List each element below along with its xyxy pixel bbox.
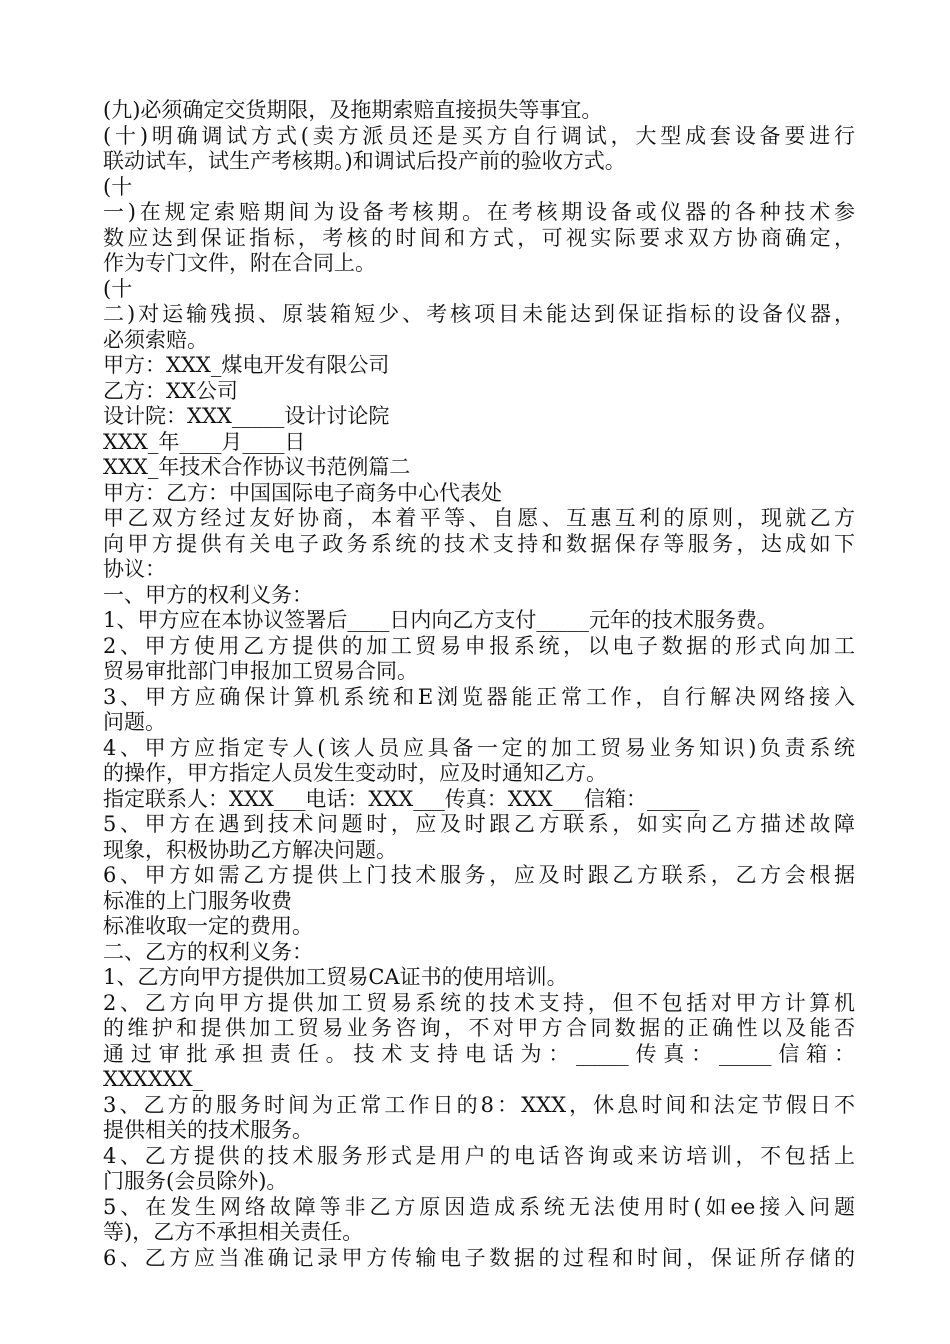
text-line: 通过审批承担责任。技术支持电话为：_____传真：_____信箱： — [103, 1041, 855, 1066]
text-line: 1、甲方应在本协议签署后____日内向乙方支付_____元年的技术服务费。 — [103, 608, 778, 632]
text-line: 作为专门文件，附在合同上。 — [103, 251, 376, 275]
text-line: (十 — [103, 276, 133, 301]
text-line: 5、甲方在遇到技术问题时，应及时跟乙方联系，如实向乙方描述故障 — [103, 812, 855, 836]
clause-heading: 二、乙方的权利义务： — [103, 939, 313, 964]
text-line: 2、乙方向甲方提供加工贸易系统的技术支持，但不包括对甲方计算机 — [103, 990, 855, 1015]
text-line: 3、甲方应确保计算机系统和E浏览器能正常工作，自行解决网络接入 — [103, 684, 855, 709]
party-b-line: 乙方：XX公司 — [103, 378, 238, 403]
document-page — [103, 98, 855, 1271]
text-line: 4、乙方提供的技术服务形式是用户的电话咨询或来访培训，不包括上 — [103, 1143, 855, 1168]
text-line: 3、乙方的服务时间为正常工作日的8：XXX，休息时间和法定节假日不 — [103, 1092, 855, 1117]
text-line: (十)明确调试方式(卖方派员还是买方自行调试，大型成套设备要进行 — [103, 123, 855, 148]
text-line: 现象，积极协助乙方解决问题。 — [103, 837, 397, 862]
text-line: 问题。 — [103, 710, 166, 734]
parties-line: 甲方：乙方：中国国际电子商务中心代表处 — [103, 480, 502, 505]
text-line: 2、甲方使用乙方提供的加工贸易申报系统，以电子数据的形式向加工 — [103, 633, 855, 658]
text-line: 联动试车，试生产考核期。)和调试后投产前的验收方式。 — [103, 149, 626, 173]
text-line: 6、甲方如需乙方提供上门技术服务，应及时跟乙方联系，乙方会根据 — [103, 863, 855, 887]
text-line: 提供相关的技术服务。 — [103, 1118, 313, 1142]
clause-heading: 一、甲方的权利义务： — [103, 582, 313, 607]
text-line: 标准的上门服务收费 — [103, 888, 292, 913]
text-line: (十 — [103, 174, 133, 199]
text-line: 4、甲方应指定专人(该人员应具备一定的加工贸易业务知识)负责系统 — [103, 735, 855, 760]
section-title: XXX_年技术合作协议书范例篇二 — [103, 455, 411, 479]
text-line: 的维护和提供加工贸易业务咨询，不对甲方合同数据的正确性以及能否 — [103, 1016, 855, 1040]
text-line: 向甲方提供有关电子政务系统的技术支持和数据保存等服务，达成如下 — [103, 531, 855, 556]
text-line: 门服务(会员除外)。 — [103, 1169, 288, 1193]
text-line: 的操作，甲方指定人员发生变动时，应及时通知乙方。 — [103, 761, 607, 785]
text-line: 数应达到保证指标，考核的时间和方式，可视实际要求双方协商确定， — [103, 225, 855, 250]
date-line: XXX_年____月____日 — [103, 429, 306, 454]
text-line: 贸易审批部门申报加工贸易合同。 — [103, 659, 418, 683]
text-line: 等)，乙方不承担相关责任。 — [103, 1220, 364, 1244]
text-line: 甲乙双方经过友好协商，本着平等、自愿、互惠互利的原则，现就乙方 — [103, 506, 855, 530]
text-line: 5、在发生网络故障等非乙方原因造成系统无法使用时(如ee接入问题 — [103, 1194, 855, 1219]
text-line: 协议： — [103, 557, 166, 581]
contact-line: 指定联系人：XXX___电话：XXX___传真：XXX___信箱：_____ — [103, 786, 700, 811]
text-line: 标准收取一定的费用。 — [103, 914, 313, 938]
text-line: XXXXXX_ — [103, 1067, 204, 1091]
design-institute-line: 设计院：XXX_____设计讨论院 — [103, 404, 390, 428]
text-line: (九)必须确定交货期限，及拖期索赔直接损失等事宜。 — [103, 98, 603, 122]
text-line: 6、乙方应当准确记录甲方传输电子数据的过程和时间，保证所存储的 — [103, 1245, 855, 1270]
party-a-line: 甲方：XXX_煤电开发有限公司 — [103, 353, 390, 377]
text-line: 二)对运输残损、原装箱短少、考核项目未能达到保证指标的设备仪器， — [103, 302, 855, 326]
text-line: 一)在规定索赔期间为设备考核期。在考核期设备或仪器的各种技术参 — [103, 200, 855, 224]
text-line: 必须索赔。 — [103, 327, 208, 352]
text-line: 1、乙方向甲方提供加工贸易CA证书的使用培训。 — [103, 965, 568, 989]
